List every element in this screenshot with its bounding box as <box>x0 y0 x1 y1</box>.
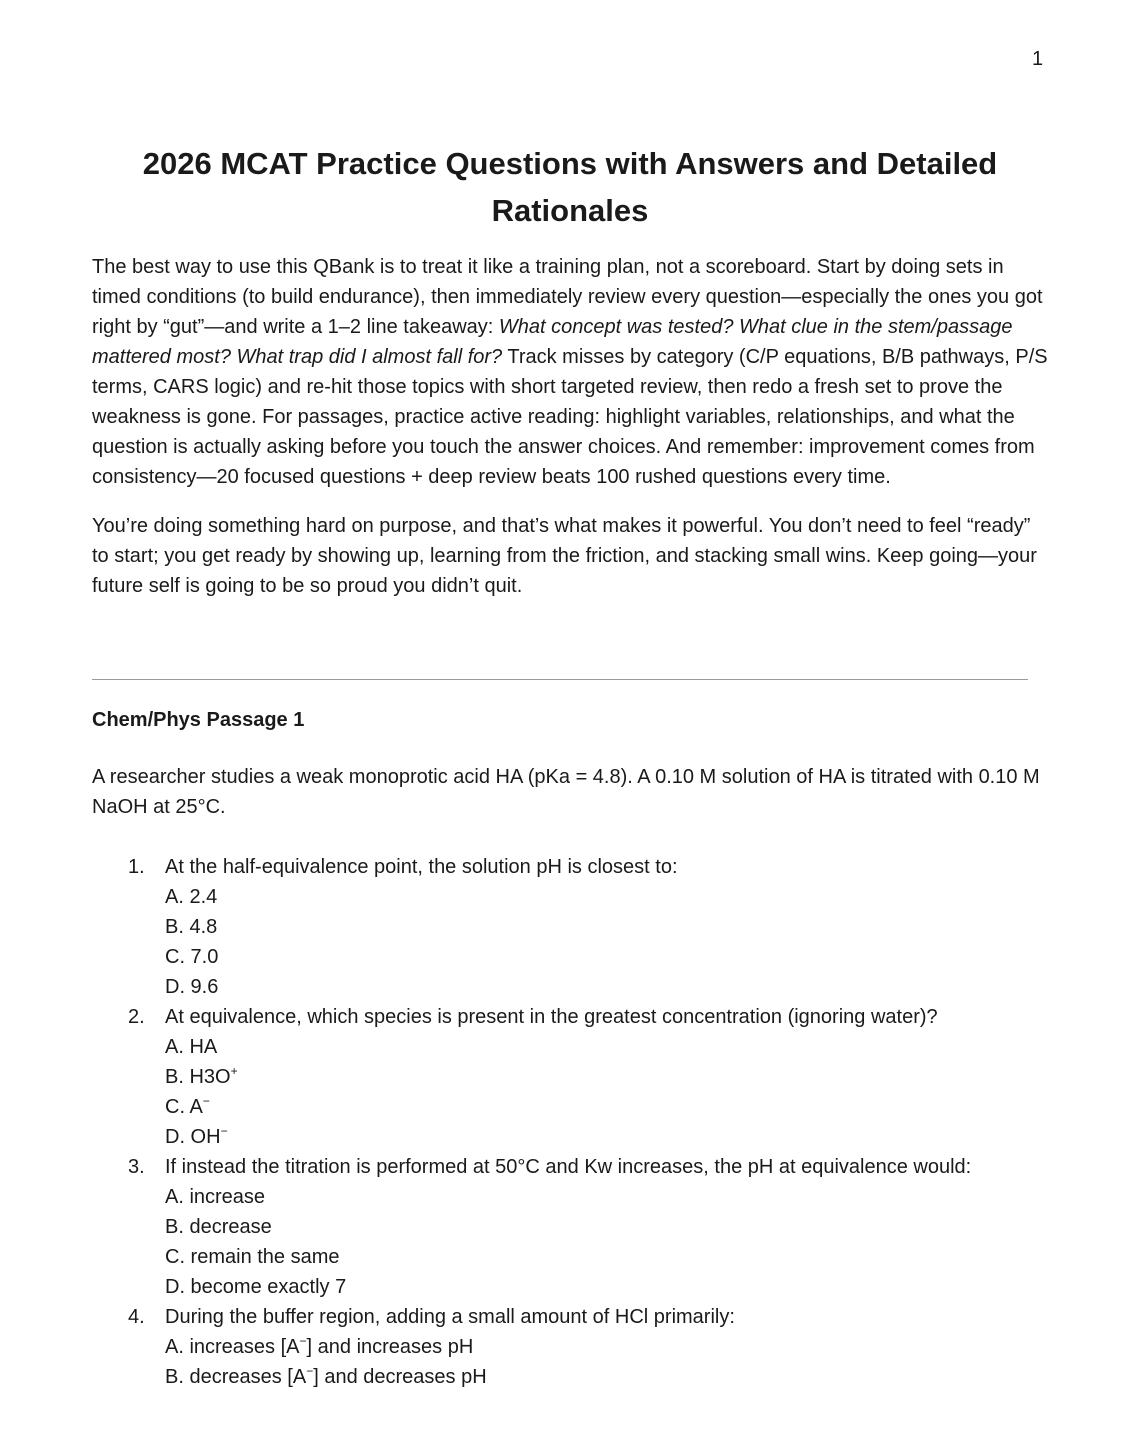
question-number: 3. <box>128 1156 145 1178</box>
section-heading: Chem/Phys Passage 1 <box>92 709 305 731</box>
intro-text-1a: The best way to use this QBank is to treat it like a training plan, not a scoreboard. Start by doing sets in timed conditions (to build endurance), then immediately review every question—especially the ones you got right by “gut”—and write a 1–2 line takeaway: <box>92 256 1043 338</box>
choice-text-end: ] and decreases pH <box>313 1366 487 1388</box>
question-1 <box>128 852 1038 1002</box>
intro-paragraph-2: You’re doing something hard on purpose, and that’s what makes it powerful. You don’t need to feel “ready” to start; you get ready by showing up, learning from the friction, and stacking small wins. Keep going—your future self is going to be so proud you didn’t quit. <box>92 515 1037 597</box>
charge-superscript: − <box>202 1094 210 1108</box>
question-3 <box>128 1152 1038 1302</box>
question-number: 2. <box>128 1006 145 1028</box>
charge-superscript: − <box>306 1364 314 1378</box>
choice-b <box>165 1062 1038 1092</box>
choice-text-end: ] and increases pH <box>306 1336 474 1358</box>
choice-a <box>165 1032 1038 1062</box>
question-stem: During the buffer region, adding a small amount of HCl primarily: <box>165 1306 735 1328</box>
choice-d: D. 9.6 <box>165 976 219 998</box>
choice-list <box>165 1182 1038 1302</box>
choice-text: B. decreases [A <box>165 1366 307 1388</box>
choice-list <box>165 882 1038 1002</box>
choice-a: A. increase <box>165 1186 266 1208</box>
choice-text: A. increases [A <box>165 1336 300 1358</box>
question-2 <box>128 1002 1038 1152</box>
choice-c <box>165 1092 1038 1122</box>
intro-paragraph-1 <box>92 252 1052 492</box>
passage-text: A researcher studies a weak monoprotic acid HA (pKa = 4.8). A 0.10 M solution of HA is titrated with 0.10 M NaOH at 25°C. <box>92 766 1040 818</box>
choice-d: D. become exactly 7 <box>165 1276 347 1298</box>
choice-list <box>165 1332 1038 1392</box>
intro-text-1b: Track misses by category (C/P equations, B/B pathways, P/S terms, CARS logic) and re-hit those topics with short targeted review, then redo a fresh set to prove the weakness is gone. For passages, practice active reading: highlight variables, relationships, and what the question is actually asking before you touch the answer choices. And remember: improvement comes from consistency—20 focused questions + deep review beats 100 rushed questions every time. <box>92 346 1048 488</box>
choice-a <box>165 1332 1038 1362</box>
intro-section <box>92 252 1052 620</box>
choice-text: B. H3O <box>165 1066 231 1088</box>
choice-b: B. decrease <box>165 1216 272 1238</box>
charge-superscript: + <box>230 1064 238 1078</box>
charge-superscript: − <box>299 1334 307 1348</box>
page-number: 1 <box>1032 48 1044 70</box>
choice-list <box>165 1032 1038 1152</box>
choice-text: A. HA <box>165 1036 218 1058</box>
choice-b <box>165 1362 1038 1392</box>
choice-text: D. OH <box>165 1126 221 1148</box>
question-stem: At equivalence, which species is present in the greatest concentration (ignoring water)? <box>165 1006 938 1028</box>
section-divider <box>92 679 1028 680</box>
choice-c: C. 7.0 <box>165 946 219 968</box>
choice-a: A. 2.4 <box>165 886 218 908</box>
question-number: 4. <box>128 1306 145 1328</box>
question-4 <box>128 1302 1038 1392</box>
document-title: 2026 MCAT Practice Questions with Answers and Detailed Rationales <box>142 146 998 228</box>
choice-text: C. A <box>165 1096 203 1118</box>
choice-b: B. 4.8 <box>165 916 218 938</box>
choice-d <box>165 1122 1038 1152</box>
question-number: 1. <box>128 856 145 878</box>
choice-c: C. remain the same <box>165 1246 340 1268</box>
question-list <box>128 852 1038 1392</box>
charge-superscript: − <box>220 1124 228 1138</box>
intro-questions-italic: What concept was tested? What clue in the stem/passage mattered most? What trap did I almost fall for? <box>92 316 1013 368</box>
question-stem: If instead the titration is performed at 50°C and Kw increases, the pH at equivalence would: <box>165 1156 972 1178</box>
question-stem: At the half-equivalence point, the solution pH is closest to: <box>165 856 678 878</box>
